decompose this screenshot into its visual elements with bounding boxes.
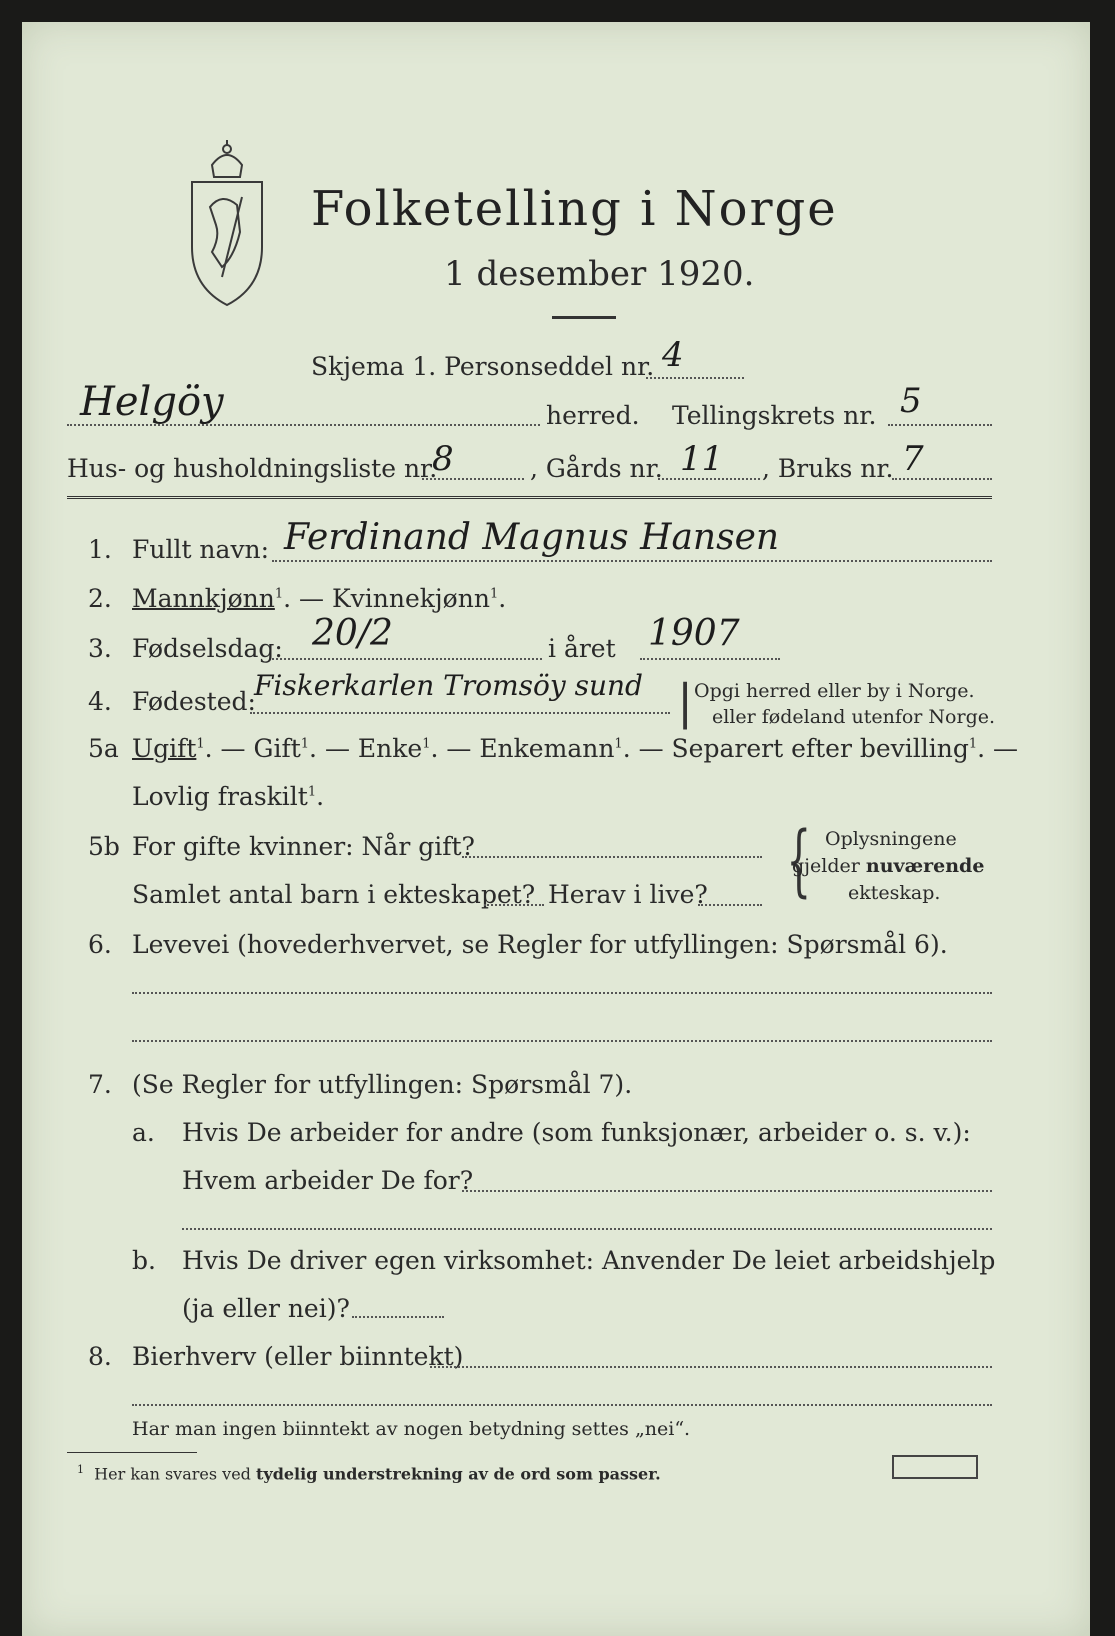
q7-label: (Se Regler for utfyllingen: Spørsmål 7). bbox=[132, 1070, 633, 1099]
q8-label: Bierhverv (eller biinntekt) bbox=[132, 1342, 464, 1371]
q5a-option-ugift[interactable]: Ugift bbox=[132, 734, 197, 763]
q5a-option-gift[interactable]: Gift bbox=[253, 734, 301, 763]
form-title: Folketelling i Norge bbox=[311, 181, 838, 237]
q5b-label-children: Samlet antal barn i ekteskapet? bbox=[132, 880, 536, 909]
q5a-option-separert[interactable]: Separert efter bevilling bbox=[671, 734, 969, 763]
hus-label: Hus- og husholdningsliste nr. bbox=[67, 454, 438, 483]
q7b-line2: (ja eller nei)? bbox=[182, 1294, 350, 1323]
q2-options: Mannkjønn$^1$. — Kvinnekjønn$^1$. bbox=[132, 584, 507, 613]
q2-male-option[interactable]: Mannkjønn bbox=[132, 584, 275, 613]
title-divider bbox=[552, 316, 616, 319]
census-date: 1 desember 1920. bbox=[444, 254, 755, 294]
q3-label: Fødselsdag: bbox=[132, 634, 283, 663]
q5b-married-line bbox=[462, 856, 762, 858]
census-form bbox=[22, 22, 1090, 1636]
q7a-answer-line2[interactable] bbox=[182, 1228, 992, 1230]
q8-number: 8. bbox=[88, 1342, 112, 1371]
q3-day-value[interactable]: 20/2 bbox=[312, 613, 393, 654]
q4-value[interactable]: Fiskerkarlen Tromsöy sund bbox=[254, 669, 643, 702]
q7a-number: a. bbox=[132, 1118, 155, 1147]
q5a-option-enkemann[interactable]: Enkemann bbox=[479, 734, 615, 763]
q1-label: Fullt navn: bbox=[132, 535, 270, 564]
q3-year-line bbox=[640, 658, 780, 660]
q4-number: 4. bbox=[88, 687, 112, 716]
q7b-line1: Hvis De driver egen virksomhet: Anvender De leiet arbeidshjelp bbox=[182, 1246, 996, 1275]
q7a-line2: Hvem arbeider De for? bbox=[182, 1166, 474, 1195]
section-divider bbox=[67, 496, 992, 499]
q7-number: 7. bbox=[88, 1070, 112, 1099]
herred-value[interactable]: Helgöy bbox=[80, 379, 224, 425]
q3-year-value[interactable]: 1907 bbox=[648, 613, 740, 654]
q5b-children-line bbox=[484, 904, 544, 906]
q5b-note-line1: Oplysningene bbox=[825, 828, 957, 850]
q5b-note-brace: { bbox=[786, 816, 812, 906]
q8-answer-line1[interactable] bbox=[430, 1366, 992, 1368]
herred-label: herred. bbox=[546, 401, 640, 430]
q7b-number: b. bbox=[132, 1246, 156, 1275]
q1-line bbox=[272, 560, 992, 562]
coat-of-arms-icon bbox=[182, 137, 272, 312]
q5b-note-line3: ekteskap. bbox=[848, 882, 941, 904]
q3-year-label: i året bbox=[548, 634, 616, 663]
footnote-divider bbox=[67, 1452, 197, 1453]
q6-label: Levevei (hovederhvervet, se Regler for utfyllingen: Spørsmål 6). bbox=[132, 930, 948, 959]
tellingskrets-label: Tellingskrets nr. bbox=[672, 401, 877, 430]
q2-number: 2. bbox=[88, 584, 112, 613]
q3-number: 3. bbox=[88, 634, 112, 663]
q7b-answer-line[interactable] bbox=[352, 1316, 444, 1318]
q5a-options: Ugift$^1$. — Gift$^1$. — Enke$^1$. — Enkemann$^1$. — Separert efter bevilling$^1$. — bbox=[132, 734, 1019, 763]
q5b-alive-line bbox=[698, 904, 762, 906]
q7a-line1: Hvis De arbeider for andre (som funksjonær, arbeider o. s. v.): bbox=[182, 1118, 971, 1147]
q4-label: Fødested: bbox=[132, 687, 256, 716]
q3-day-line bbox=[272, 658, 542, 660]
q6-line1[interactable] bbox=[132, 992, 992, 994]
hus-value[interactable]: 8 bbox=[432, 439, 454, 479]
q2-female-option[interactable]: Kvinnekjønn bbox=[331, 584, 490, 613]
q4-line bbox=[250, 712, 670, 714]
q6-number: 6. bbox=[88, 930, 112, 959]
q5b-note-line2: gjelder nuværende bbox=[792, 855, 985, 877]
q1-value[interactable]: Ferdinand Magnus Hansen bbox=[284, 517, 780, 558]
q5a-option-fraskilt[interactable]: Lovlig fraskilt$^1$. bbox=[132, 782, 325, 811]
bruks-label: , Bruks nr. bbox=[762, 454, 894, 483]
personseddel-line bbox=[646, 377, 744, 379]
tellingskrets-line bbox=[888, 424, 992, 426]
q5b-label-married: For gifte kvinner: Når gift? bbox=[132, 832, 475, 861]
q8-answer-line2[interactable] bbox=[132, 1404, 992, 1406]
note-nei: Har man ingen biinntekt av nogen betydning settes „nei“. bbox=[132, 1418, 691, 1440]
q5a-option-enke[interactable]: Enke bbox=[357, 734, 423, 763]
q1-number: 1. bbox=[88, 535, 112, 564]
q5b-label-alive: Herav i live? bbox=[548, 880, 708, 909]
q4-note-line1: Opgi herred eller by i Norge. bbox=[694, 680, 975, 702]
q7a-answer-line1[interactable] bbox=[462, 1190, 992, 1192]
printer-stamp bbox=[892, 1455, 978, 1479]
gards-value[interactable]: 11 bbox=[680, 439, 724, 479]
q5b-number: 5b bbox=[88, 832, 120, 861]
skjema-label: Skjema 1. Personseddel nr. bbox=[311, 352, 655, 381]
q4-note-brace: | bbox=[677, 674, 694, 730]
bruks-value[interactable]: 7 bbox=[902, 439, 924, 479]
gards-label: , Gårds nr. bbox=[530, 454, 663, 483]
personseddel-value[interactable]: 4 bbox=[662, 335, 684, 375]
q5a-number: 5a bbox=[88, 734, 119, 763]
q6-line2[interactable] bbox=[132, 1040, 992, 1042]
q4-note-line2: eller fødeland utenfor Norge. bbox=[712, 706, 996, 728]
footnote: $^1$ Her kan svares ved tydelig understrekning av de ord som passer. bbox=[77, 1463, 661, 1484]
tellingskrets-value[interactable]: 5 bbox=[900, 381, 922, 421]
